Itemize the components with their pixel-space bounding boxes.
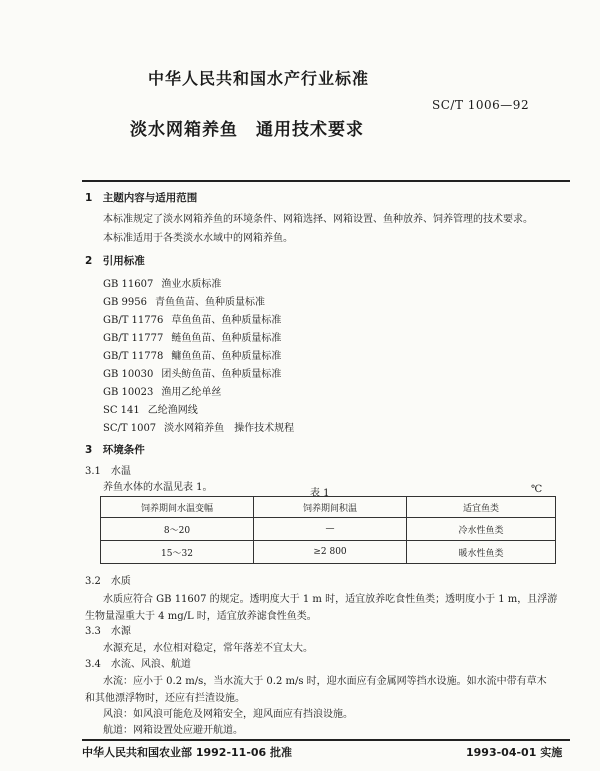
- section-1-paragraph-1: 本标准规定了淡水网箱养鱼的环境条件、网箱选择、网箱设置、鱼种放养、饲养管理的技术要求。: [103, 214, 533, 225]
- reference-name: 淡水网箱养鱼 操作技术规程: [164, 423, 295, 434]
- section-3-1-heading: 3.1 水温: [85, 466, 131, 477]
- reference-code: SC 141: [103, 405, 140, 416]
- table-row: [101, 518, 556, 541]
- reference-code: GB/T 11777: [103, 333, 164, 344]
- header-divider: [82, 180, 570, 182]
- reference-code: SC/T 1007: [103, 423, 157, 434]
- table-row: [101, 541, 556, 564]
- section-3-2-text-line-1: 水质应符合 GB 11607 的规定。透明度大于 1 m 时，适宜放养吃食性鱼类；透明度小于 1 m，且浮游: [103, 594, 558, 605]
- reference-item: [103, 311, 281, 326]
- reference-item: [103, 419, 294, 434]
- reference-item: [103, 275, 221, 290]
- reference-item: [103, 329, 281, 344]
- reference-item: [103, 347, 281, 362]
- reference-item: [103, 293, 265, 308]
- water-temperature-table: [100, 496, 556, 564]
- table-unit: ℃: [531, 484, 543, 495]
- reference-name: 渔用乙纶单丝: [161, 387, 222, 398]
- section-2-heading: 2 引用标准: [85, 255, 145, 267]
- reference-code: GB 10030: [103, 369, 154, 380]
- table-header-cell: 饲养期间积温: [254, 497, 407, 518]
- section-3-3-text: 水源充足，水位相对稳定，常年落差不宜太大。: [103, 643, 313, 654]
- reference-name: 草鱼鱼苗、鱼种质量标准: [171, 315, 282, 326]
- section-1-paragraph-2: 本标准适用于各类淡水水域中的网箱养鱼。: [103, 233, 293, 244]
- issuing-organization: 中华人民共和国水产行业标准: [148, 69, 370, 88]
- reference-name: 青鱼鱼苗、鱼种质量标准: [154, 297, 265, 308]
- section-3-4-text-line-3: 风浪：如风浪可能危及网箱安全，迎风面应有挡浪设施。: [103, 709, 353, 720]
- table-cell: 15～32: [101, 541, 254, 564]
- approval-line: 中华人民共和国农业部 1992-11-06 批准: [82, 746, 293, 759]
- section-3-heading: 3 环境条件: [85, 444, 145, 456]
- reference-name: 渔业水质标准: [161, 279, 222, 290]
- reference-name: 乙纶渔网线: [147, 405, 198, 416]
- table-caption: 表 1: [310, 488, 330, 499]
- table-header-row: [101, 497, 556, 518]
- section-1-heading: 1 主题内容与适用范围: [85, 192, 198, 204]
- reference-code: GB/T 11778: [103, 351, 164, 362]
- table-cell: —: [254, 518, 407, 541]
- section-3-4-heading: 3.4 水流、风浪、航道: [85, 659, 191, 670]
- table-header-cell: 适宜鱼类: [407, 497, 556, 518]
- section-3-2-text-line-2: 生物量湿重大于 4 mg/L 时，适宜放养滤食性鱼类。: [85, 611, 317, 622]
- table-cell: 冷水性鱼类: [407, 518, 556, 541]
- table-header-cell: 饲养期间水温变幅: [101, 497, 254, 518]
- section-3-1-text: 养鱼水体的水温见表 1。: [103, 482, 213, 493]
- reference-name: 鲢鱼鱼苗、鱼种质量标准: [171, 333, 282, 344]
- section-3-4-text-line-4: 航道：网箱设置处应避开航道。: [103, 725, 243, 736]
- reference-item: [103, 401, 198, 416]
- reference-item: [103, 365, 281, 380]
- reference-code: GB 11607: [103, 279, 154, 290]
- reference-name: 团头鲂鱼苗、鱼种质量标准: [161, 369, 282, 380]
- document-title: 淡水网箱养鱼 通用技术要求: [130, 120, 364, 140]
- reference-code: GB/T 11776: [103, 315, 164, 326]
- reference-name: 鳙鱼鱼苗、鱼种质量标准: [171, 351, 282, 362]
- section-3-4-text-line-1: 水流：应小于 0.2 m/s，当水流大于 0.2 m/s 时，迎水面应有金属网等挡水设施。如水流中带有草木: [103, 676, 547, 687]
- footer-divider: [82, 739, 570, 741]
- section-3-4-text-line-2: 和其他漂浮物时，还应有拦渣设施。: [85, 693, 245, 704]
- section-3-2-heading: 3.2 水质: [85, 576, 131, 587]
- reference-code: GB 9956: [103, 297, 147, 308]
- table-cell: ≥2 800: [254, 541, 407, 564]
- table-cell: 暖水性鱼类: [407, 541, 556, 564]
- section-3-3-heading: 3.3 水源: [85, 626, 131, 637]
- standard-number: SC/T 1006—92: [432, 98, 530, 112]
- reference-code: GB 10023: [103, 387, 154, 398]
- table-cell: 8～20: [101, 518, 254, 541]
- implementation-date: 1993-04-01 实施: [466, 746, 563, 759]
- reference-item: [103, 383, 221, 398]
